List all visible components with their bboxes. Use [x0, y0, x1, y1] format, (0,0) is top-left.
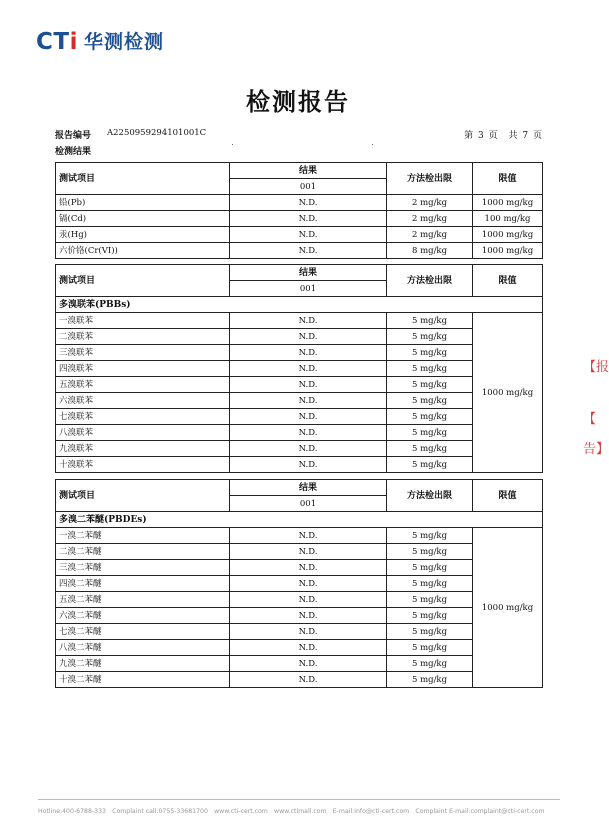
footer-contact: Hotline:400-6788-333 Complaint call:0755-33681700 www.cti-cert.com www.ctimall.com E-mail:info@cti-cert.com Complaint E-mail:complaint@cti-cert.com: [38, 808, 545, 815]
test-item: 七溴联苯: [56, 409, 230, 425]
stamp-fragment-top: 【报: [583, 360, 609, 375]
test-item: 汞(Hg): [56, 227, 230, 243]
results-table-pbbs: [55, 264, 543, 473]
section-title: 检测结果: [55, 147, 92, 157]
group-limit-value: 1000 mg/kg: [473, 313, 543, 473]
stamp-fragment-mid: 【: [583, 412, 597, 427]
header-mdl: 方法检出限: [387, 163, 473, 195]
limit-value: 1000 mg/kg: [473, 227, 543, 243]
result-value: N.D.: [230, 576, 387, 592]
result-value: N.D.: [230, 544, 387, 560]
mdl-value: 2 mg/kg: [387, 227, 473, 243]
result-value: N.D.: [230, 195, 387, 211]
test-item: 四溴联苯: [56, 361, 230, 377]
document-title: 检测报告: [246, 87, 350, 116]
table-row: [56, 441, 543, 457]
test-item: 七溴二苯醚: [56, 624, 230, 640]
table-row: [56, 528, 543, 544]
table-row: [56, 544, 543, 560]
test-item: 铅(Pb): [56, 195, 230, 211]
table-row: [56, 592, 543, 608]
result-value: N.D.: [230, 640, 387, 656]
table-row: [56, 243, 543, 259]
report-number-label: 报告编号: [55, 131, 92, 141]
test-item: 十溴联苯: [56, 457, 230, 473]
header-mdl: 方法检出限: [387, 265, 473, 297]
limit-value: 100 mg/kg: [473, 211, 543, 227]
result-value: N.D.: [230, 624, 387, 640]
table-row: [56, 576, 543, 592]
mdl-value: 5 mg/kg: [387, 345, 473, 361]
table-row: [56, 227, 543, 243]
mdl-value: 2 mg/kg: [387, 211, 473, 227]
table-row: [56, 329, 543, 345]
result-value: N.D.: [230, 393, 387, 409]
report-number: A2250959294101001C: [107, 128, 207, 138]
table-row: [56, 211, 543, 227]
mark-dot: [232, 144, 233, 145]
page-info: 第 3 页 共 7 页: [464, 131, 543, 141]
mdl-value: 5 mg/kg: [387, 409, 473, 425]
table-row: [56, 195, 543, 211]
logo-chinese-name: 华测检测: [83, 31, 164, 53]
stamp-fragment-bottom: 告】: [583, 442, 609, 457]
mdl-value: 5 mg/kg: [387, 313, 473, 329]
header-test-item: 测试项目: [56, 265, 230, 297]
mdl-value: 5 mg/kg: [387, 672, 473, 688]
test-item: 五溴二苯醚: [56, 592, 230, 608]
test-item: 三溴二苯醚: [56, 560, 230, 576]
test-item: 十溴二苯醚: [56, 672, 230, 688]
test-item: 一溴二苯醚: [56, 528, 230, 544]
mdl-value: 5 mg/kg: [387, 377, 473, 393]
mdl-value: 5 mg/kg: [387, 608, 473, 624]
test-item: 二溴二苯醚: [56, 544, 230, 560]
mdl-value: 5 mg/kg: [387, 528, 473, 544]
table-row: [56, 672, 543, 688]
limit-value: 1000 mg/kg: [473, 243, 543, 259]
result-value: N.D.: [230, 592, 387, 608]
result-value: N.D.: [230, 377, 387, 393]
test-item: 一溴联苯: [56, 313, 230, 329]
result-value: N.D.: [230, 227, 387, 243]
result-value: N.D.: [230, 345, 387, 361]
table-row: [56, 425, 543, 441]
footer-divider: [38, 799, 560, 800]
header-mdl: 方法检出限: [387, 480, 473, 512]
mdl-value: 2 mg/kg: [387, 195, 473, 211]
mdl-value: 5 mg/kg: [387, 329, 473, 345]
test-item: 四溴二苯醚: [56, 576, 230, 592]
result-value: N.D.: [230, 243, 387, 259]
group-heading: 多溴联苯(PBBs): [56, 297, 543, 313]
header-limit: 限值: [473, 163, 543, 195]
header-result: 结果: [230, 163, 387, 179]
mdl-value: 5 mg/kg: [387, 656, 473, 672]
logo-mark: CT: [36, 29, 70, 55]
result-value: N.D.: [230, 329, 387, 345]
test-item: 二溴联苯: [56, 329, 230, 345]
table-row: [56, 377, 543, 393]
mdl-value: 8 mg/kg: [387, 243, 473, 259]
table-row: [56, 393, 543, 409]
header-sample-id: 001: [230, 496, 387, 512]
result-value: N.D.: [230, 608, 387, 624]
mdl-value: 5 mg/kg: [387, 560, 473, 576]
test-item: 六价铬(Cr(VI)): [56, 243, 230, 259]
result-value: N.D.: [230, 409, 387, 425]
mdl-value: 5 mg/kg: [387, 544, 473, 560]
table-row: [56, 313, 543, 329]
limit-value: 1000 mg/kg: [473, 195, 543, 211]
header-test-item: 测试项目: [56, 480, 230, 512]
result-value: N.D.: [230, 656, 387, 672]
result-value: N.D.: [230, 441, 387, 457]
test-item: 九溴二苯醚: [56, 656, 230, 672]
group-limit-value: 1000 mg/kg: [473, 528, 543, 688]
company-logo: [36, 30, 164, 54]
result-value: N.D.: [230, 211, 387, 227]
header-limit: 限值: [473, 265, 543, 297]
table-row: [56, 656, 543, 672]
test-item: 八溴二苯醚: [56, 640, 230, 656]
mdl-value: 5 mg/kg: [387, 425, 473, 441]
test-item: 三溴联苯: [56, 345, 230, 361]
header-sample-id: 001: [230, 179, 387, 195]
report-meta: [55, 126, 543, 140]
header-result: 结果: [230, 480, 387, 496]
test-item: 九溴联苯: [56, 441, 230, 457]
result-value: N.D.: [230, 560, 387, 576]
result-value: N.D.: [230, 528, 387, 544]
table-row: [56, 457, 543, 473]
table-row: [56, 345, 543, 361]
results-table-metals: [55, 162, 543, 259]
mdl-value: 5 mg/kg: [387, 576, 473, 592]
table-row: [56, 608, 543, 624]
mdl-value: 5 mg/kg: [387, 361, 473, 377]
result-value: N.D.: [230, 425, 387, 441]
test-item: 六溴二苯醚: [56, 608, 230, 624]
test-item: 镉(Cd): [56, 211, 230, 227]
group-heading: 多溴二苯醚(PBDEs): [56, 512, 543, 528]
mdl-value: 5 mg/kg: [387, 393, 473, 409]
header-sample-id: 001: [230, 281, 387, 297]
mdl-value: 5 mg/kg: [387, 624, 473, 640]
table-row: [56, 361, 543, 377]
table-row: [56, 640, 543, 656]
result-value: N.D.: [230, 361, 387, 377]
test-item: 五溴联苯: [56, 377, 230, 393]
table-row: [56, 624, 543, 640]
table-row: [56, 560, 543, 576]
results-table-pbdes: [55, 479, 543, 688]
result-value: N.D.: [230, 313, 387, 329]
mdl-value: 5 mg/kg: [387, 441, 473, 457]
test-item: 八溴联苯: [56, 425, 230, 441]
header-result: 结果: [230, 265, 387, 281]
test-item: 六溴联苯: [56, 393, 230, 409]
mdl-value: 5 mg/kg: [387, 457, 473, 473]
header-test-item: 测试项目: [56, 163, 230, 195]
mark-dot: [372, 144, 373, 145]
table-row: [56, 409, 543, 425]
header-limit: 限值: [473, 480, 543, 512]
logo-mark-i: i: [69, 29, 78, 55]
result-value: N.D.: [230, 457, 387, 473]
result-value: N.D.: [230, 672, 387, 688]
mdl-value: 5 mg/kg: [387, 640, 473, 656]
mdl-value: 5 mg/kg: [387, 592, 473, 608]
